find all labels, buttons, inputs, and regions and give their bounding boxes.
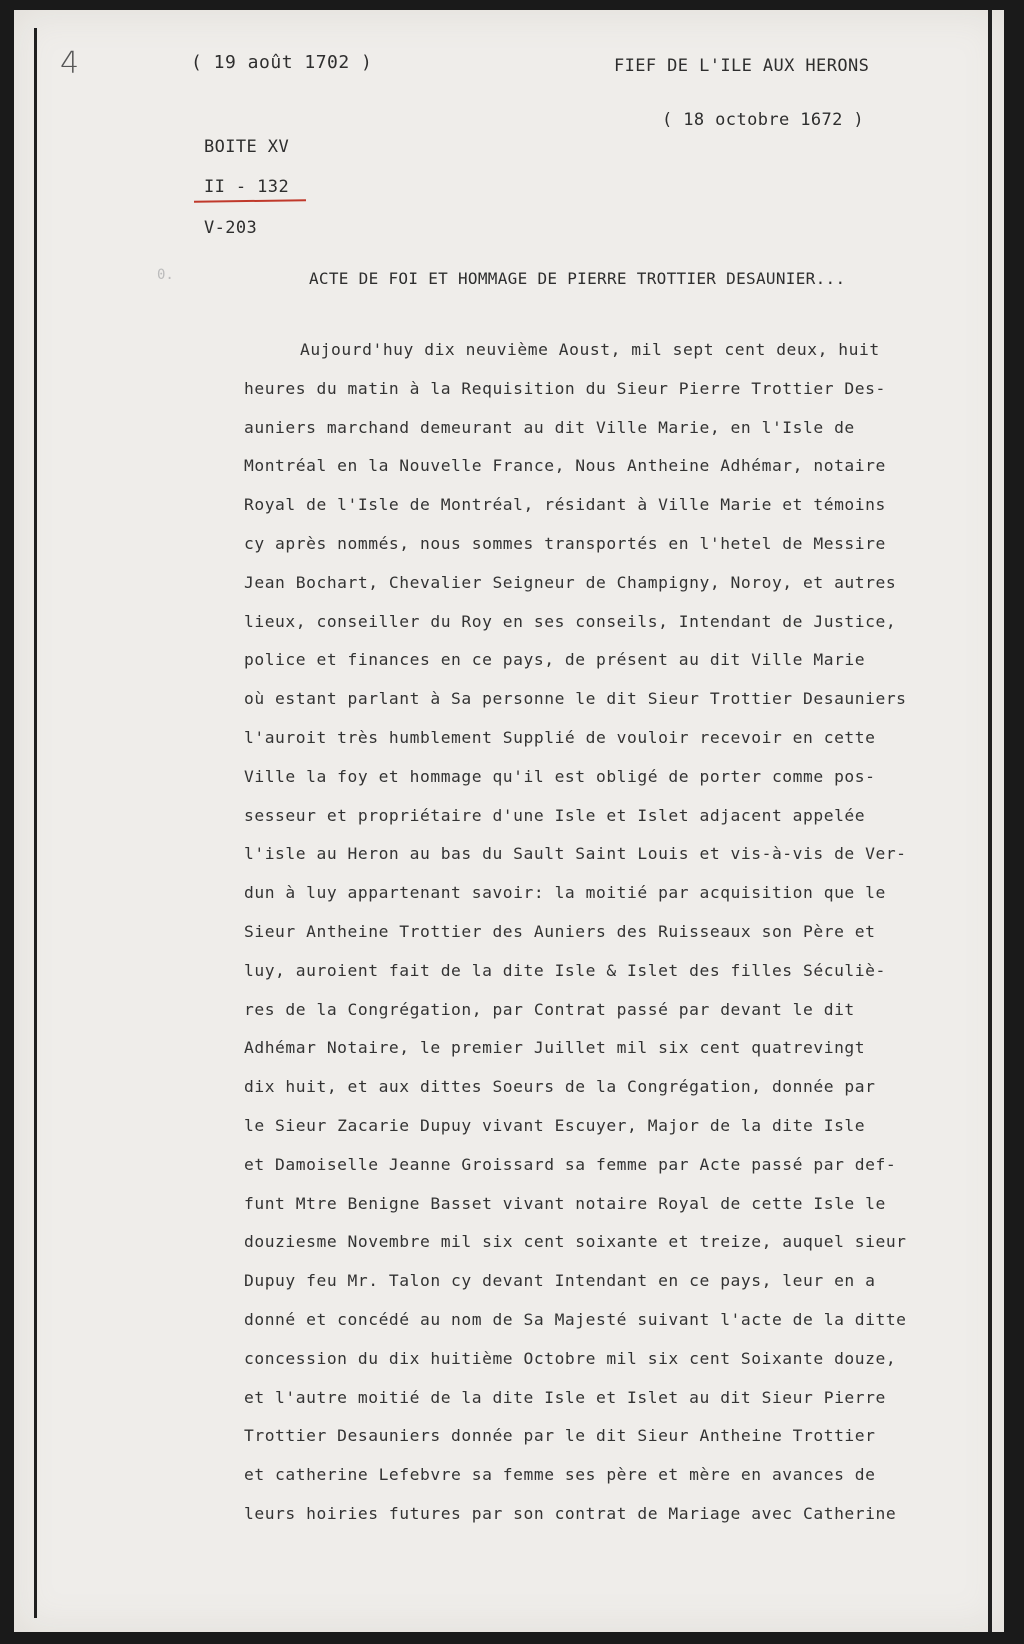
body-line: et catherine Lefebvre sa femme ses père et mère en avances de: [244, 1465, 876, 1485]
body-line: cy après nommés, nous sommes transportés en l'hetel de Messire: [244, 534, 886, 553]
body-line: et l'autre moitié de la dite Isle et Islet au dit Sieur Pierre: [244, 1387, 886, 1407]
body-line: Ville la foy et hommage qu'il est obligé de porter comme pos-: [244, 766, 876, 786]
body-line: concession du dix huitième Octobre mil six cent Soixante douze,: [244, 1348, 897, 1368]
document-page: [14, 10, 1004, 1632]
body-line: où estant parlant à Sa personne le dit Sieur Trottier Desauniers: [244, 689, 907, 709]
body-line: l'isle au Heron au bas du Sault Saint Louis et vis-à-vis de Ver-: [244, 844, 907, 864]
body-line: l'auroit très humblement Supplié de vouloir recevoir en cette: [244, 728, 876, 747]
body-line: Royal de l'Isle de Montréal, résidant à Ville Marie et témoins: [244, 495, 886, 515]
header-date-right: ( 18 octobre 1672 ): [662, 110, 865, 130]
body-line: police et finances en ce pays, de présent au dit Ville Marie: [244, 650, 866, 670]
body-line: auniers marchand demeurant au dit Ville Marie, en l'Isle de: [244, 417, 855, 437]
scan-frame-right: [988, 10, 992, 1632]
header-date-top: ( 19 août 1702 ): [191, 52, 373, 73]
reference-box: BOITE XV: [204, 137, 290, 157]
reference-volume: V-203: [204, 218, 258, 238]
margin-mark: 0.: [157, 267, 174, 283]
fief-title: FIEF DE L'ILE AUX HERONS: [614, 56, 870, 76]
body-line: funt Mtre Benigne Basset vivant notaire Royal de cette Isle le: [244, 1193, 886, 1213]
body-line: le Sieur Zacarie Dupuy vivant Escuyer, Major de la dite Isle: [244, 1116, 866, 1135]
body-line: leurs hoiries futures par son contrat de Mariage avec Catherine: [244, 1504, 897, 1523]
body-line: Dupuy feu Mr. Talon cy devant Intendant en ce pays, leur en a: [244, 1271, 876, 1291]
reference-file: II - 132: [204, 177, 290, 197]
body-line: Aujourd'huy dix neuvième Aoust, mil sept cent deux, huit: [300, 340, 880, 359]
body-line: dix huit, et aux dittes Soeurs de la Congrégation, donnée par: [244, 1077, 876, 1097]
body-line: Trottier Desauniers donnée par le dit Sieur Antheine Trottier: [244, 1426, 876, 1446]
body-line: dun à luy appartenant savoir: la moitié par acquisition que le: [244, 883, 886, 903]
body-line: sesseur et propriétaire d'une Isle et Islet adjacent appelée: [244, 805, 866, 825]
body-line: Adhémar Notaire, le premier Juillet mil six cent quatrevingt: [244, 1038, 866, 1058]
body-line: res de la Congrégation, par Contrat passé par devant le dit: [244, 999, 855, 1019]
body-line: Sieur Antheine Trottier des Auniers des Ruisseaux son Père et: [244, 922, 876, 941]
reference-underline: [194, 199, 306, 203]
body-line: Montréal en la Nouvelle France, Nous Antheine Adhémar, notaire: [244, 456, 886, 476]
body-line: lieux, conseiller du Roy en ses conseils, Intendant de Justice,: [244, 611, 897, 631]
scan-frame-left: [34, 28, 37, 1618]
act-title: ACTE DE FOI ET HOMMAGE DE PIERRE TROTTIER DESAUNIER...: [309, 269, 846, 288]
body-line: douziesme Novembre mil six cent soixante et treize, auquel sieur: [244, 1232, 907, 1252]
body-line: heures du matin à la Requisition du Sieur Pierre Trottier Des-: [244, 378, 886, 398]
page-number: 4: [60, 46, 80, 81]
body-line: donné et concédé au nom de Sa Majesté suivant l'acte de la ditte: [244, 1310, 907, 1329]
body-line: luy, auroient fait de la dite Isle & Islet des filles Séculiè-: [244, 960, 886, 980]
body-line: Jean Bochart, Chevalier Seigneur de Champigny, Noroy, et autres: [244, 572, 897, 592]
body-line: et Damoiselle Jeanne Groissard sa femme par Acte passé par def-: [244, 1154, 897, 1174]
